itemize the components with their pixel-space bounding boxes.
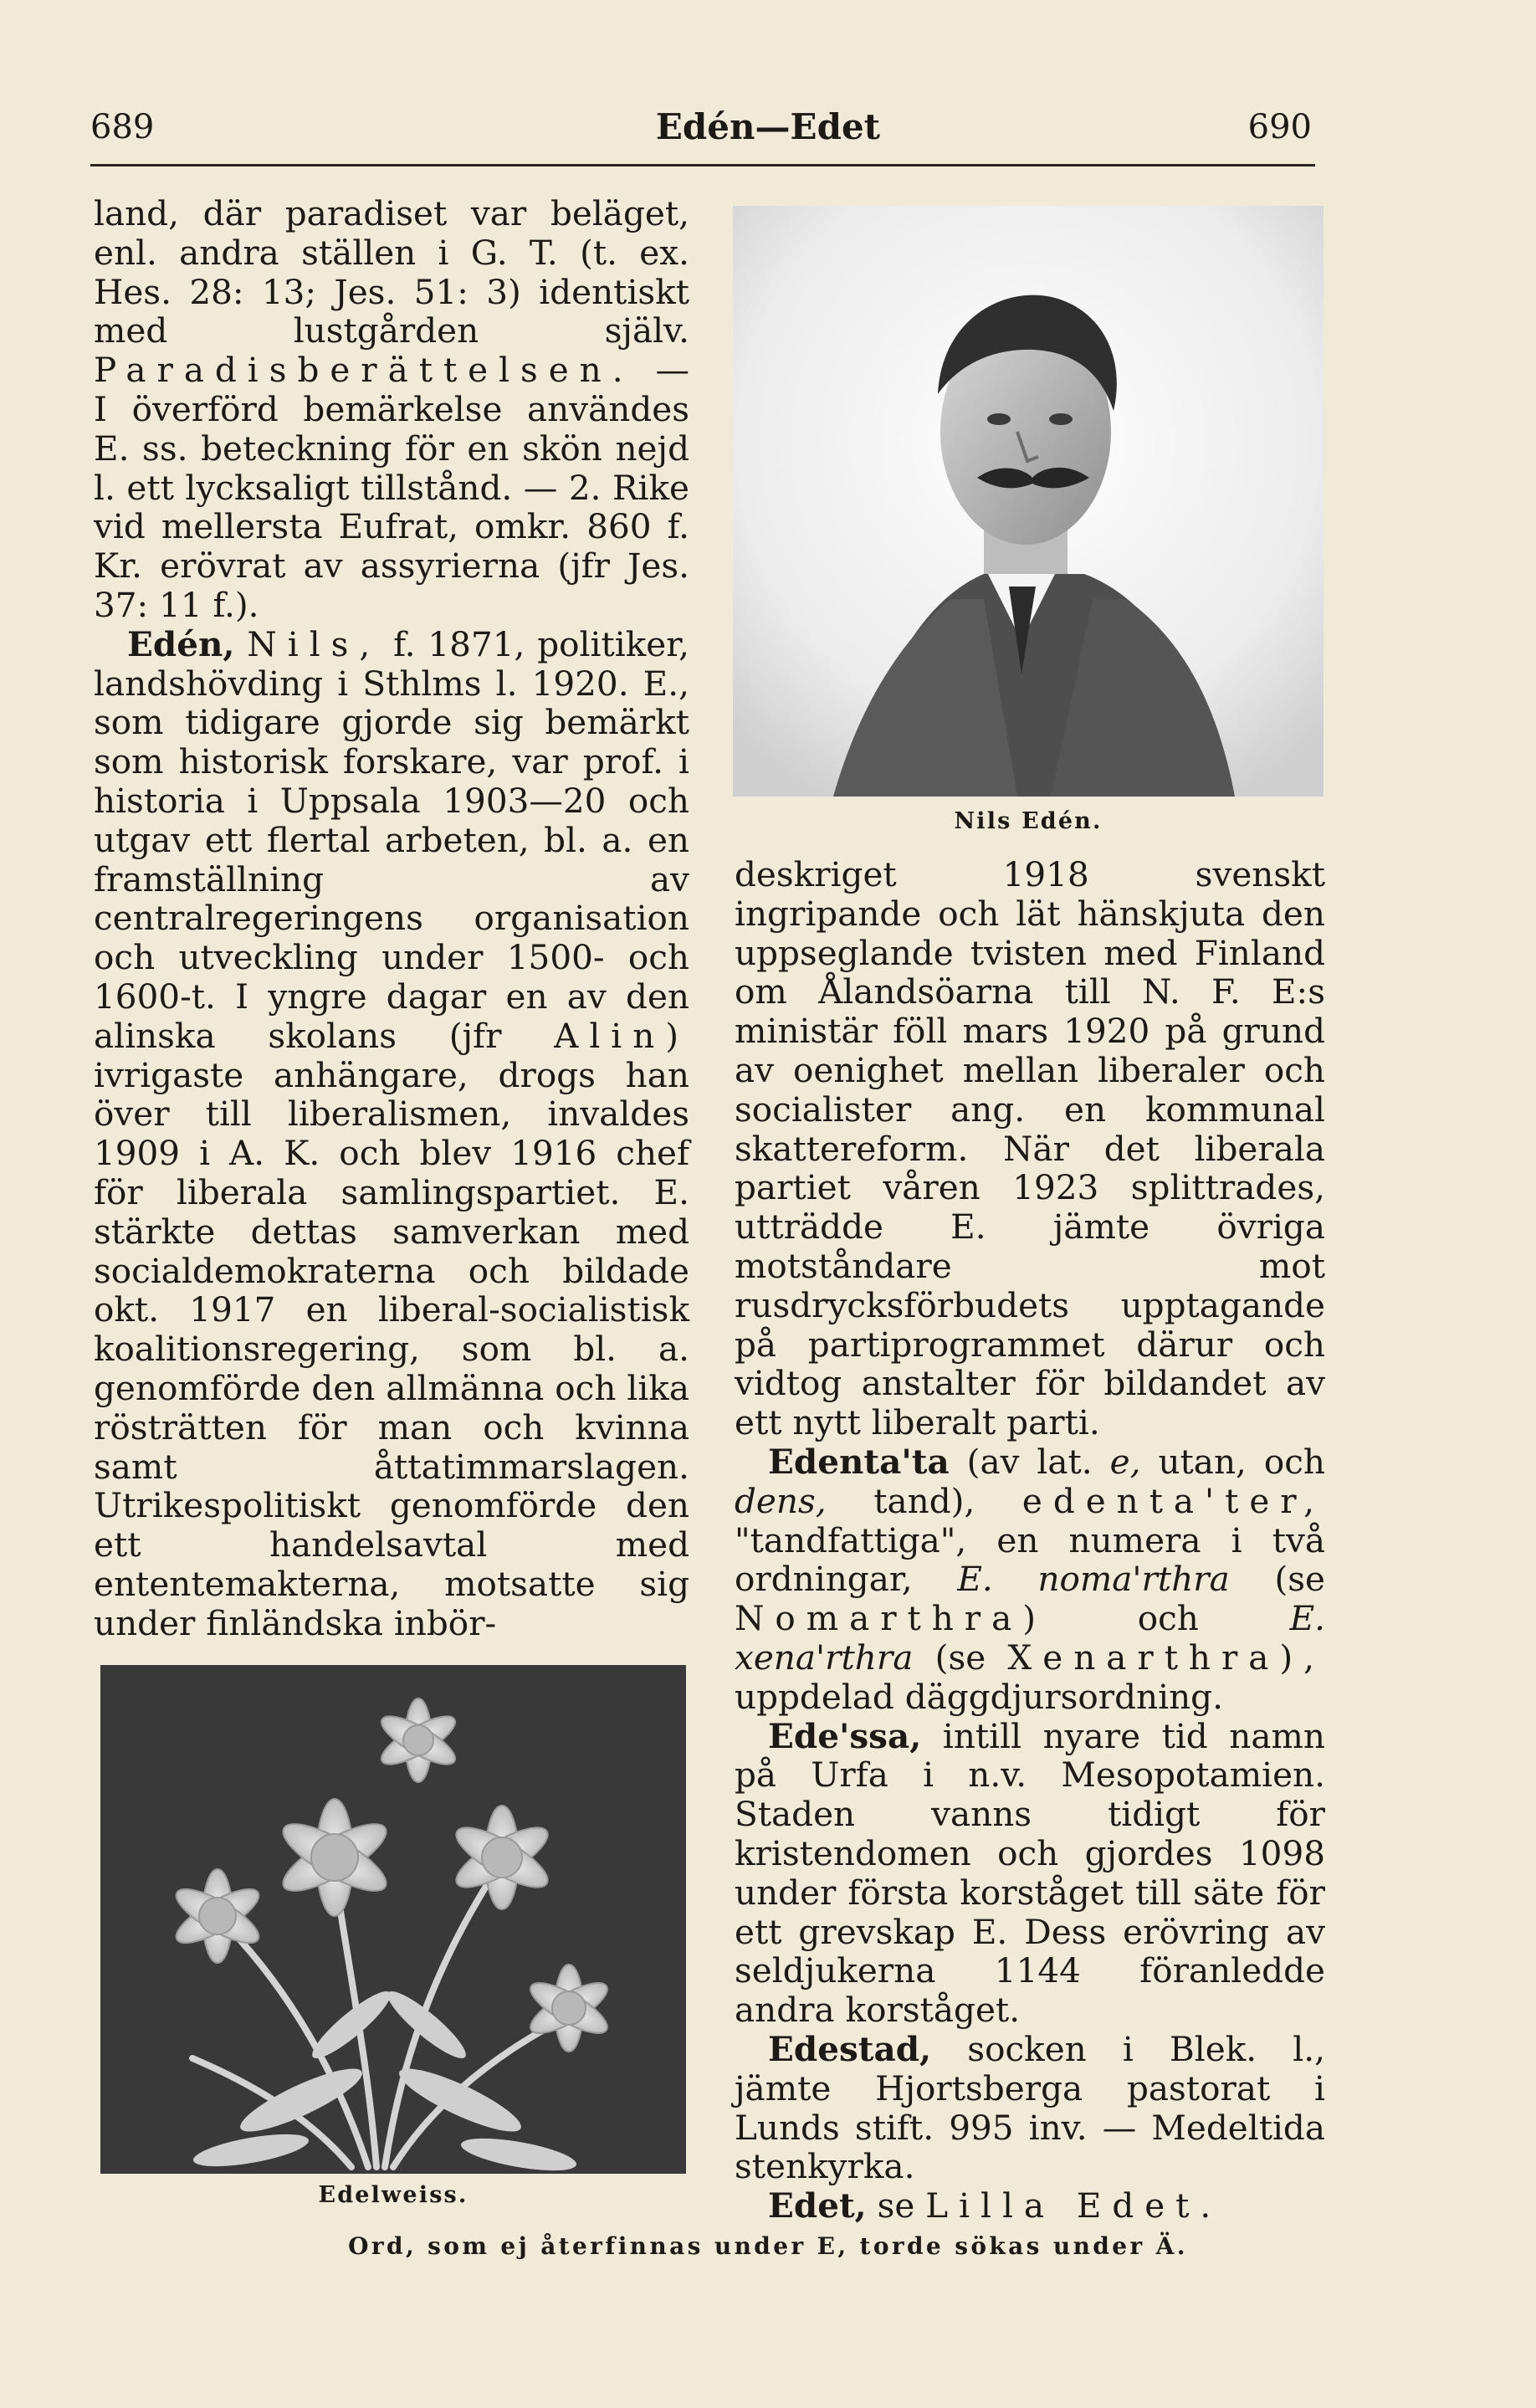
edelweiss-caption: Edelweiss.: [318, 2182, 468, 2208]
entry-eden-nils: [94, 625, 689, 1643]
cross-ref-alin: Alin): [554, 1015, 689, 1056]
headword-edestad: Edestad,: [768, 2028, 932, 2069]
edentata-italic-xenarthra: E. xena'rthra: [735, 1598, 1326, 1678]
headword-edentata: Edenta'ta: [768, 1441, 950, 1482]
eden-paradise-entry: [94, 194, 689, 625]
edelweiss-photo: [100, 1665, 686, 2174]
edentata-italic-dens: dens,: [735, 1480, 827, 1521]
edentata-text-3: tand),: [873, 1480, 975, 1521]
edelweiss-illustration: [100, 1665, 686, 2174]
entry-edet: [735, 2186, 1325, 2226]
edentata-italic-e: e,: [1109, 1441, 1141, 1482]
footnote: Ord, som ej återfinnas under E, torde sökas under Ä.: [348, 2232, 1188, 2260]
edentata-italic-nomarthra: E. noma'rthra: [957, 1559, 1230, 1600]
eden-paradise-text: land, där paradiset var beläget, enl. andra ställen i G. T. (t. ex. Hes. 28: 13; Jes. 51: 3) identiskt med lustgården själv.: [94, 193, 689, 351]
portrait-caption: Nils Edén.: [954, 808, 1103, 834]
portrait-photo: [733, 206, 1324, 797]
edentata-spaced-term: edenta'ter,: [1021, 1480, 1325, 1521]
entry-edessa-text: intill nyare tid namn på Urfa i n.v. Mesopotamien. Staden vanns tidigt för kristendomen och gjordes 1098 under första korståget till säte för ett grevskap E. Dess erövring av seldjukerna 1144 föranledde andra korståget.: [735, 1715, 1326, 2031]
portrait-illustration: [733, 206, 1324, 797]
spaced-name-nils: Nils,: [247, 623, 381, 664]
spaced-term-paradisberattelsen: Paradisberättelsen.: [94, 350, 634, 391]
entry-eden-text: f. 1871, politiker, landshövding i Sthlms l. 1920. E., som tidigare gjorde sig bemärkt som historisk forskare, var prof. i historia i Uppsala 1903—20 och utgav ett flertal arbeten, bl. a. en framställning av centralregeringens organisation och utveckling under 1500- och 1600-t. I yngre dagar en av den alinska skolans (jfr: [94, 623, 689, 1056]
headword-edet: Edet,: [768, 2185, 867, 2226]
edentata-text-1: (av lat.: [966, 1441, 1093, 1482]
headword-edessa: Ede'ssa,: [768, 1715, 922, 1756]
page-number-left: 689: [90, 108, 155, 146]
edentata-text-5: (se: [1274, 1559, 1325, 1600]
headword-eden: Edén,: [127, 623, 235, 664]
entry-eden-text-2: ivrigaste anhängare, drogs han över till liberalismen, invaldes 1909 i A. K. och blev 1916 chef för liberala samlingspartiet. E. stärkte dettas samverkan med socialdemokraterna och bildade okt. 1917 en liberal-socialistisk koalitionsregering, som bl. a. genomförde den allmänna och lika rösträtten för man och kvinna samt åttatimmarslagen. Utrikespolitiskt genomförde den ett handelsavtal med ententemakterna, motsatte sig under finländska inbör-: [94, 1054, 689, 1643]
right-column: [735, 855, 1325, 2226]
cross-ref-lilla-edet: Lilla Edet.: [925, 2185, 1222, 2226]
entry-edet-se: se: [877, 2185, 915, 2226]
entry-edestad-text: socken i Blek. l., jämte Hjortsberga pastorat i Lunds stift. 995 inv. — Medeltida stenkyrka.: [735, 2028, 1325, 2187]
eden-paradise-text-tail: — I överförd bemärkelse användes E. ss. beteckning för en skön nejd l. ett lycksaligt tillstånd. — 2. Rike vid mellersta Eufrat, omkr. 860 f. Kr. erövrat av assyrierna (jfr Jes. 37: 11 f.).: [94, 350, 689, 625]
entry-edestad: [735, 2030, 1325, 2186]
edentata-text-6: och: [1137, 1598, 1199, 1639]
edentata-text-4: "tandfattiga", en numera i två ordningar,: [735, 1519, 1325, 1600]
edentata-text-2: utan, och: [1158, 1441, 1325, 1482]
cross-ref-xenarthra: Xenarthra),: [1007, 1637, 1325, 1678]
entry-edentata: [735, 1442, 1325, 1717]
page-number-right: 690: [1247, 108, 1312, 146]
header-rule: [90, 164, 1315, 167]
entry-edessa: [735, 1717, 1325, 2030]
entry-eden-continued: [735, 855, 1325, 1442]
left-column: [94, 194, 689, 1642]
edentata-text-8: uppdelad däggdjursordning.: [735, 1676, 1223, 1717]
running-head: Edén—Edet: [655, 106, 881, 147]
edentata-text-7: (se: [934, 1637, 986, 1678]
cross-ref-nomarthra: Nomarthra): [735, 1598, 1047, 1639]
entry-eden-continued-text: deskriget 1918 svenskt ingripande och lät hänskjuta den uppseglande tvisten med Finland om Ålandsöarna till N. F. E:s ministär föll mars 1920 på grund av oenighet mellan liberaler och socialister ang. en kommunal skattereform. När det liberala partiet våren 1923 splittrades, utträdde E. jämte övriga motståndare mot rusdrycksförbudets upptagande på partiprogrammet därur och vidtog anstalter för bildandet av ett nytt liberalt parti.: [735, 854, 1325, 1443]
